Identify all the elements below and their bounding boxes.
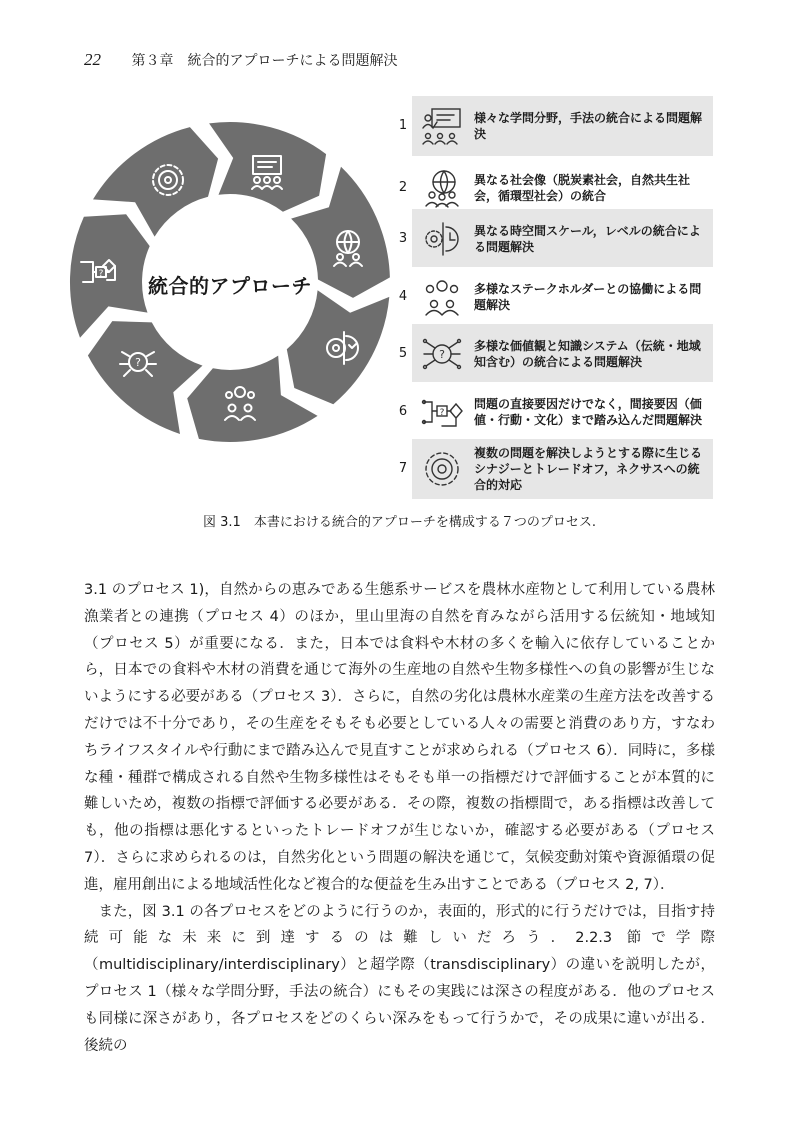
- process-text: 問題の直接要因だけでなく，間接要因（価値・行動・文化）まで踏み込んだ問題解決: [474, 397, 703, 427]
- running-header: [84, 50, 397, 70]
- body-text: [84, 577, 715, 1059]
- process-number: 6: [398, 404, 408, 419]
- presentation-icon: [420, 106, 464, 146]
- process-item: [395, 267, 715, 327]
- svg-text:?: ?: [439, 408, 445, 418]
- process-text: 複数の問題を解決しようとする際に生じるシナジーとトレードオフ，ネクサスへの統合的対応: [474, 446, 703, 492]
- paragraph: 3.1 のプロセス 1)，自然からの恵みである生態系サービスを農林水産物として利用している農林漁業者との連携（プロセス 4）のほか，里山里海の自然を育みながら活用する伝統知・地域知（プロセス 5）が重要になる．また，日本では食料や木材の多くを輸入に依存していることから，日本での食料や木材の消費を通じて海外の生産地の自然や生物多様性への負の影響が生じないようにする必要がある（プロセス 3）．さらに，自然の劣化は農林水産業の生産方法を改善するだけでは不十分であり，その生産をそもそも必要としている人々の需要と消費のあり方，すなわちライフスタイルや行動にまで踏み込んで見直すことが求められる（プロセス 6）．同時に，多様な種・種群で構成される自然や生物多様性はそもそも単一の指標だけで評価することが本質的に難しいため，複数の指標で評価する必要がある．その際，複数の指標間で，ある指標は改善しても，他の指標は悪化するといったトレードオフが生じないか，確認する必要がある（プロセス 7）．さらに求められるのは，自然劣化という問題の解決を通じて，気候変動対策や資源循環の促進，雇用創出による地域活性化など複合的な便益を生み出すことである（プロセス 2, 7）．: [84, 582, 715, 893]
- process-text: 異なる社会像（脱炭素社会，自然共生社会，循環型社会）の統合: [474, 173, 691, 203]
- process-item: [395, 439, 715, 499]
- figure-caption: 図 3.1 本書における統合的アプローチを構成する７つのプロセス.: [203, 515, 596, 530]
- svg-text:?: ?: [439, 348, 445, 361]
- flowchart-icon: [420, 392, 464, 432]
- process-number: 4: [398, 289, 408, 304]
- wheel-center-label: 統合的アプローチ: [148, 274, 312, 298]
- stakeholders-icon: [420, 277, 464, 317]
- society-globe-icon: [420, 168, 464, 208]
- nexus-gear-icon: [420, 449, 464, 489]
- process-number: 1: [398, 118, 408, 133]
- wheel-segment-5: [88, 321, 203, 434]
- chapter-title: 第３章 統合的アプローチによる問題解決: [131, 53, 398, 69]
- process-number: 3: [398, 231, 408, 246]
- process-text: 多様なステークホルダーとの協働による問題解決: [474, 282, 702, 312]
- paragraph: また，図 3.1 の各プロセスをどのように行うのか，表面的，形式的に行うだけでは，目指す持続可能な未来に到達するのは難しいだろう．2.2.3 節で学際（multidisciplinary/interdisciplinary）と超学際（transdisciplinary）の違いを説明したが，プロセス 1（様々な学問分野，手法の統合）にもその実践には深さの程度がある．他のプロセスも同様に深さがあり，各プロセスをどのくらい深みをもって行うかで，その成果に違いが出る．後続の: [84, 903, 715, 1054]
- network-question-icon: [420, 334, 464, 374]
- process-number: 7: [398, 461, 408, 476]
- process-item: [395, 96, 715, 156]
- process-text: 異なる時空間スケール，レベルの統合による問題解決: [474, 224, 701, 254]
- svg-text:?: ?: [135, 356, 141, 369]
- process-number: 5: [398, 346, 408, 361]
- process-item: [395, 209, 715, 269]
- process-text: 様々な学問分野，手法の統合による問題解決: [474, 111, 703, 141]
- svg-text:?: ?: [98, 269, 104, 279]
- process-text: 多様な価値観と知識システム（伝統・地域知含む）の統合による問題解決: [474, 339, 701, 369]
- process-item: [395, 382, 715, 442]
- process-number: 2: [398, 180, 408, 195]
- process-item: [395, 324, 715, 384]
- gear-clock-icon: [420, 219, 464, 259]
- page-number: 22: [84, 50, 101, 69]
